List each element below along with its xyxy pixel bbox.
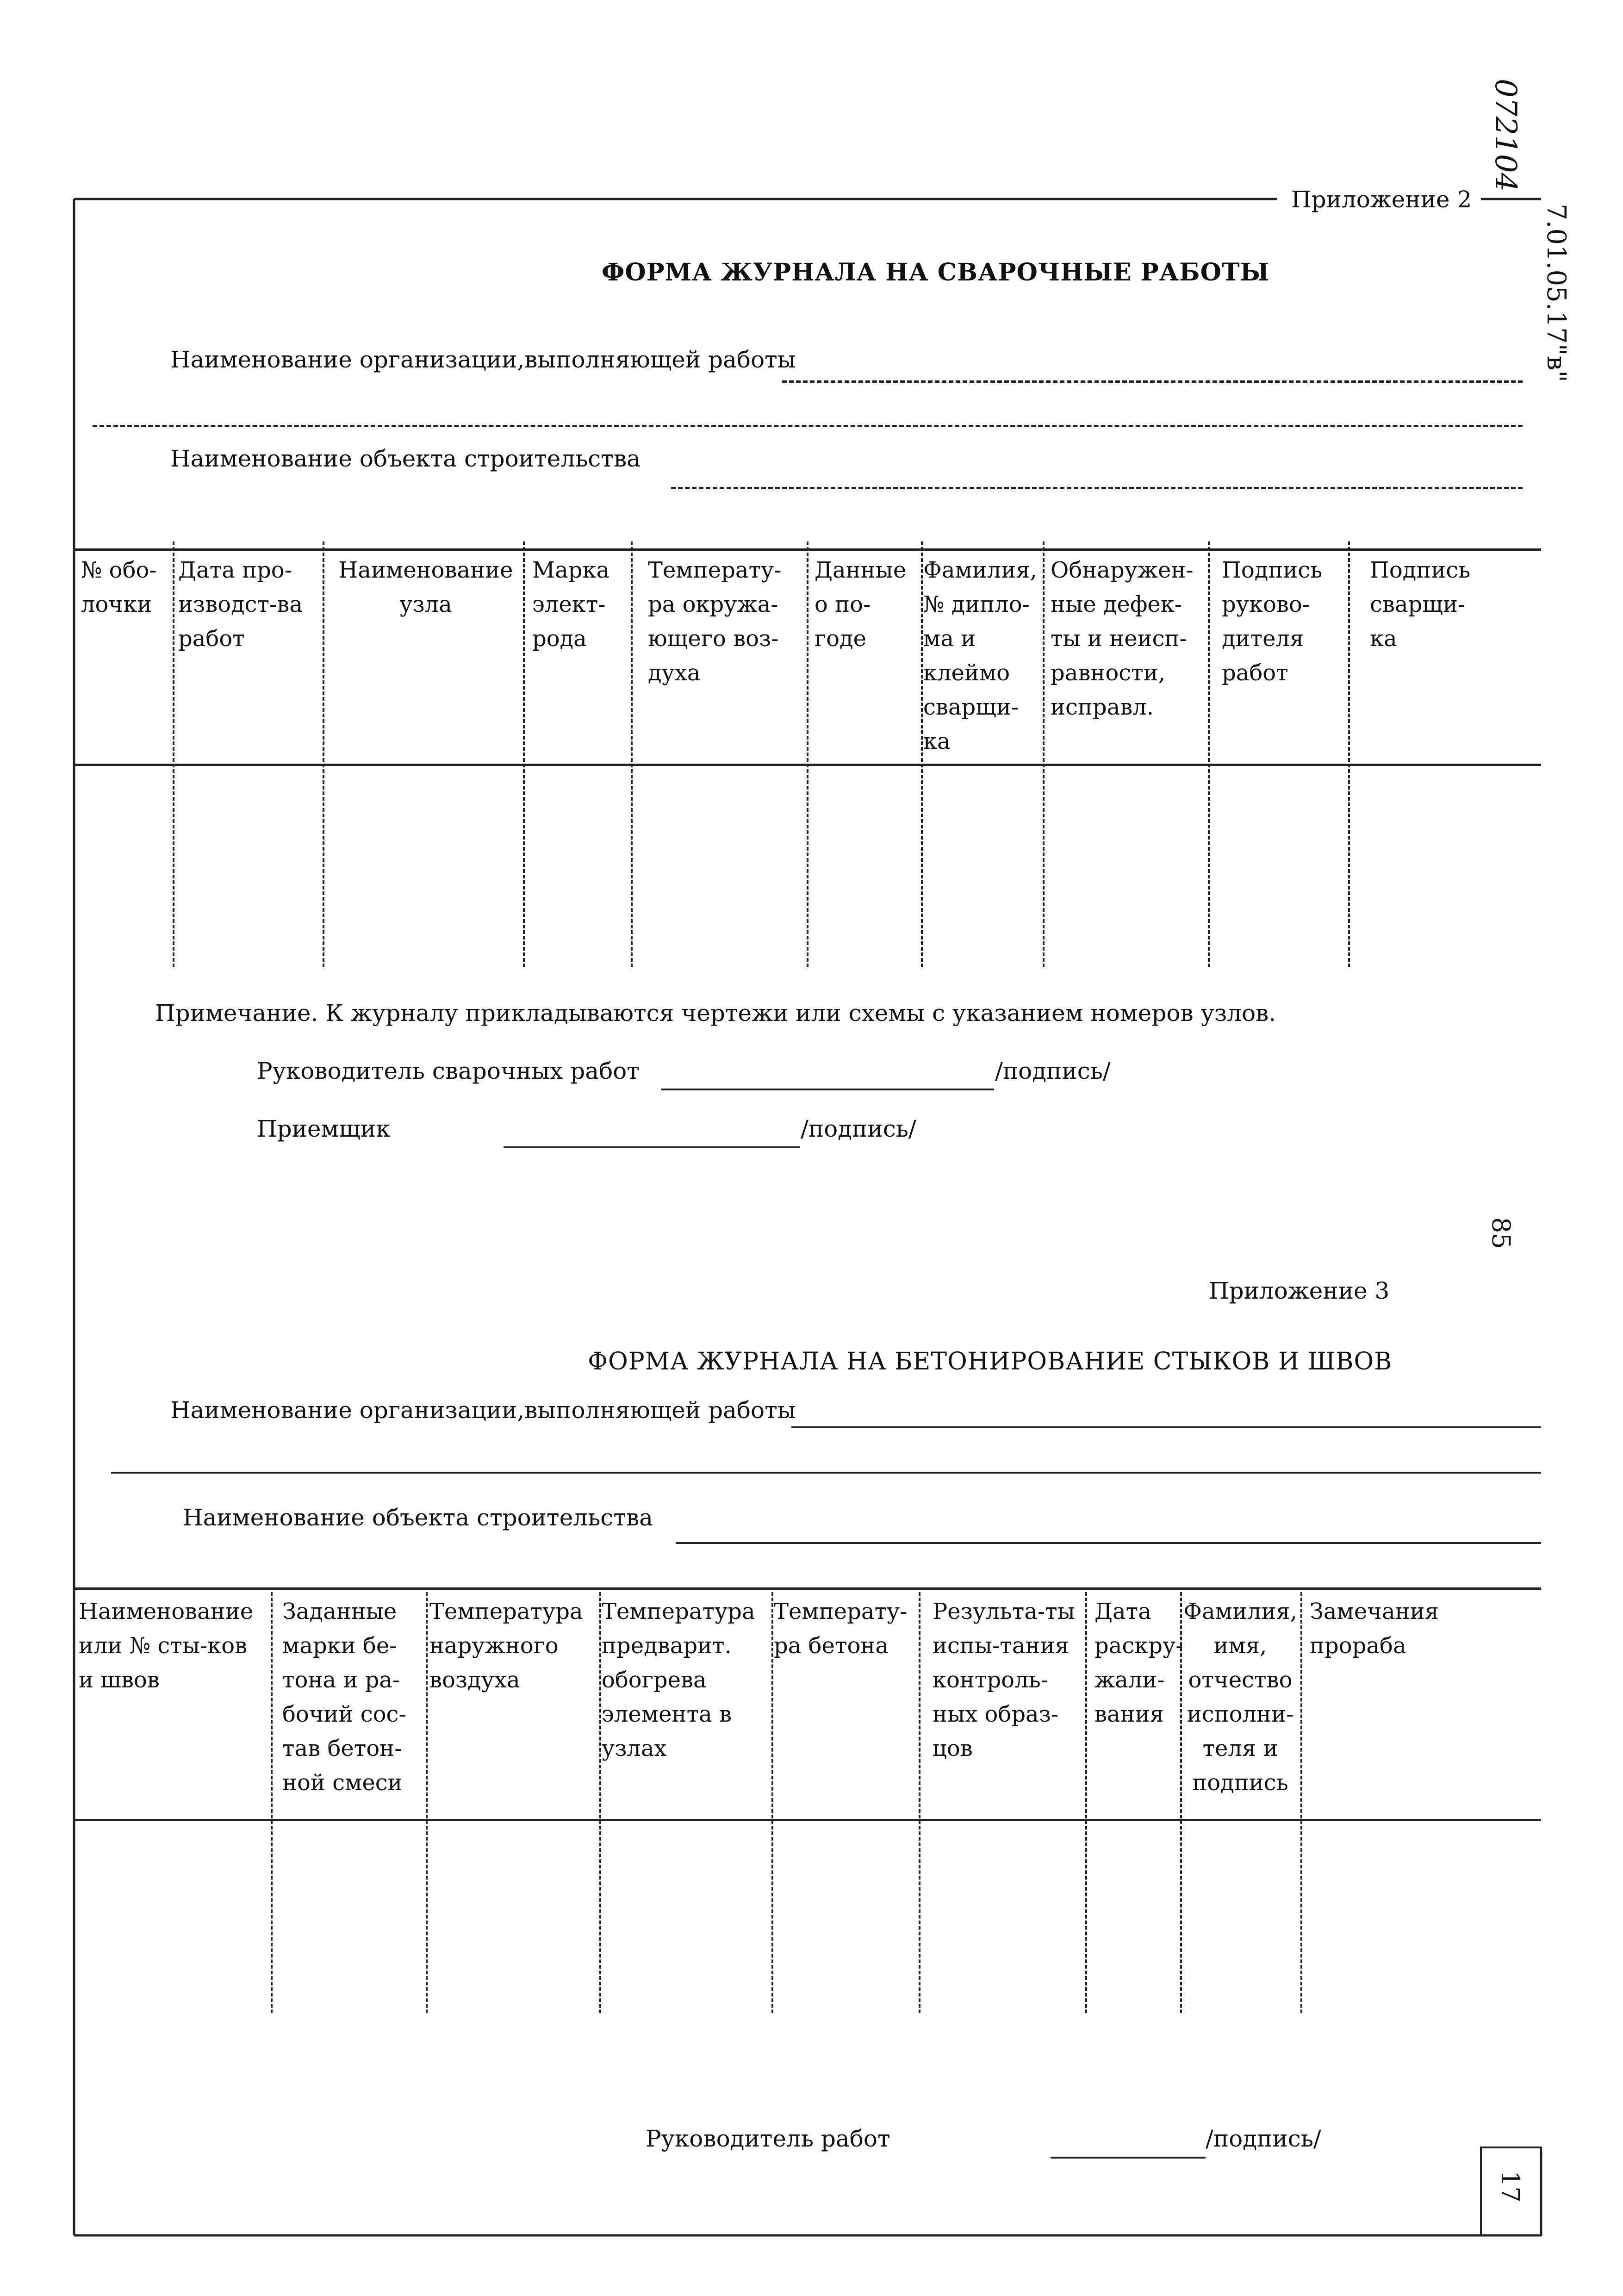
table1-col-header: Наименование узла <box>338 557 513 617</box>
table2-divider <box>271 1592 273 2013</box>
appendix3-sign-line <box>1051 2157 1206 2159</box>
appendix3-label: Приложение 3 <box>1209 1277 1390 1304</box>
appendix2-org-line <box>782 380 1523 383</box>
appendix2-sign1-label: Руководитель сварочных работ <box>257 1058 640 1084</box>
table1-col-header: Данные о по-годе <box>815 557 907 652</box>
table2-col-header: Результа-ты испы-тания контроль-ных образ-цов <box>933 1599 1075 1761</box>
table1-divider <box>323 541 324 967</box>
sheet-number: 17 <box>1496 2171 1525 2203</box>
appendix3-org-label: Наименование организации,выполняющей работы <box>170 1397 796 1424</box>
table1-divider <box>1208 541 1210 967</box>
table2-divider <box>919 1592 920 2013</box>
appendix2-sign2-suffix: /подпись/ <box>801 1115 916 1142</box>
table1-col-header: Фамилия, № дипло-ма и клеймо сварщи-ка <box>923 557 1037 754</box>
appendix2-org-line-2 <box>93 425 1523 427</box>
table1-col-header: Подпись сварщи-ка <box>1370 557 1471 652</box>
table2-divider <box>426 1592 428 2013</box>
table1-col-header: Температу-ра окружа-ющего воз-духа <box>648 557 782 686</box>
table2-col-header: Заданные марки бе-тона и ра-бочий сос-тав бетон-ной смеси <box>282 1599 406 1796</box>
table2-col-header: Температу-ра бетона <box>774 1599 908 1659</box>
table2-divider <box>771 1592 773 2013</box>
appendix2-object-line <box>671 487 1523 489</box>
table1-divider <box>807 541 808 967</box>
appendix2-title: ФОРМА ЖУРНАЛА НА СВАРОЧНЫЕ РАБОТЫ <box>602 258 1270 286</box>
appendix2-sign2-label: Приемщик <box>257 1115 391 1142</box>
table2-col-header: Замечания прораба <box>1310 1599 1439 1659</box>
appendix2-note: Примечание. К журналу прикладываются чертежи или схемы с указанием номеров узлов. <box>155 1000 1276 1027</box>
table2-col-header: Температура наружного воздуха <box>429 1599 583 1693</box>
table2-header-rule <box>74 1819 1541 1821</box>
appendix2-object-label: Наименование объекта строительства <box>170 445 640 472</box>
table1-divider <box>1348 541 1350 967</box>
table2-top-rule <box>74 1587 1541 1590</box>
table2-col-header: Наименование или № сты-ков и швов <box>79 1599 254 1693</box>
appendix3-title: ФОРМА ЖУРНАЛА НА БЕТОНИРОВАНИЕ СТЫКОВ И ШВОВ <box>588 1348 1393 1375</box>
appendix3-org-line-2 <box>111 1472 1541 1474</box>
table1-col-header: Обнаружен-ные дефек-ты и неисп-равности, исправл. <box>1051 557 1194 720</box>
table1-divider <box>631 541 633 967</box>
table1-divider <box>1043 541 1045 967</box>
appendix2-label: Приложение 2 <box>1291 186 1472 213</box>
table1-col-header: Дата про-изводст-ва работ <box>178 557 303 652</box>
appendix3-object-line <box>676 1542 1541 1544</box>
table2-divider <box>599 1592 601 2013</box>
appendix2-sign1-suffix: /подпись/ <box>995 1058 1111 1084</box>
page-number: 85 <box>1486 1217 1516 1249</box>
appendix3-object-label: Наименование объекта строительства <box>183 1504 653 1531</box>
appendix2-org-label: Наименование организации,выполняющей работы <box>170 346 796 373</box>
appendix2-sign2-line <box>504 1146 800 1148</box>
table1-col-header: Марка элект-рода <box>532 557 610 652</box>
series-code: 7.01.05.17"в" <box>1541 204 1571 382</box>
table1-col-header: Подпись руково-дителя работ <box>1222 557 1323 686</box>
table2-col-header: Дата раскру-жали-вания <box>1094 1599 1183 1727</box>
table2-col-header: Фамилия, имя, отчество исполни-теля и подпись <box>1183 1599 1297 1796</box>
table1-divider <box>173 541 174 967</box>
doc-code: 072104 <box>1488 79 1523 192</box>
appendix2-sign1-line <box>661 1089 994 1090</box>
table1-divider <box>921 541 923 967</box>
appendix3-sign-label: Руководитель работ <box>646 2125 890 2152</box>
table2-divider <box>1085 1592 1087 2013</box>
appendix3-sign-suffix: /подпись/ <box>1206 2125 1321 2152</box>
table2-col-header: Температура предварит. обогрева элемента в узлах <box>602 1599 755 1761</box>
table2-divider <box>1300 1592 1302 2013</box>
table1-col-header: № обо-лочки <box>81 557 157 617</box>
appendix3-org-line <box>791 1426 1541 1428</box>
table1-divider <box>523 541 525 967</box>
